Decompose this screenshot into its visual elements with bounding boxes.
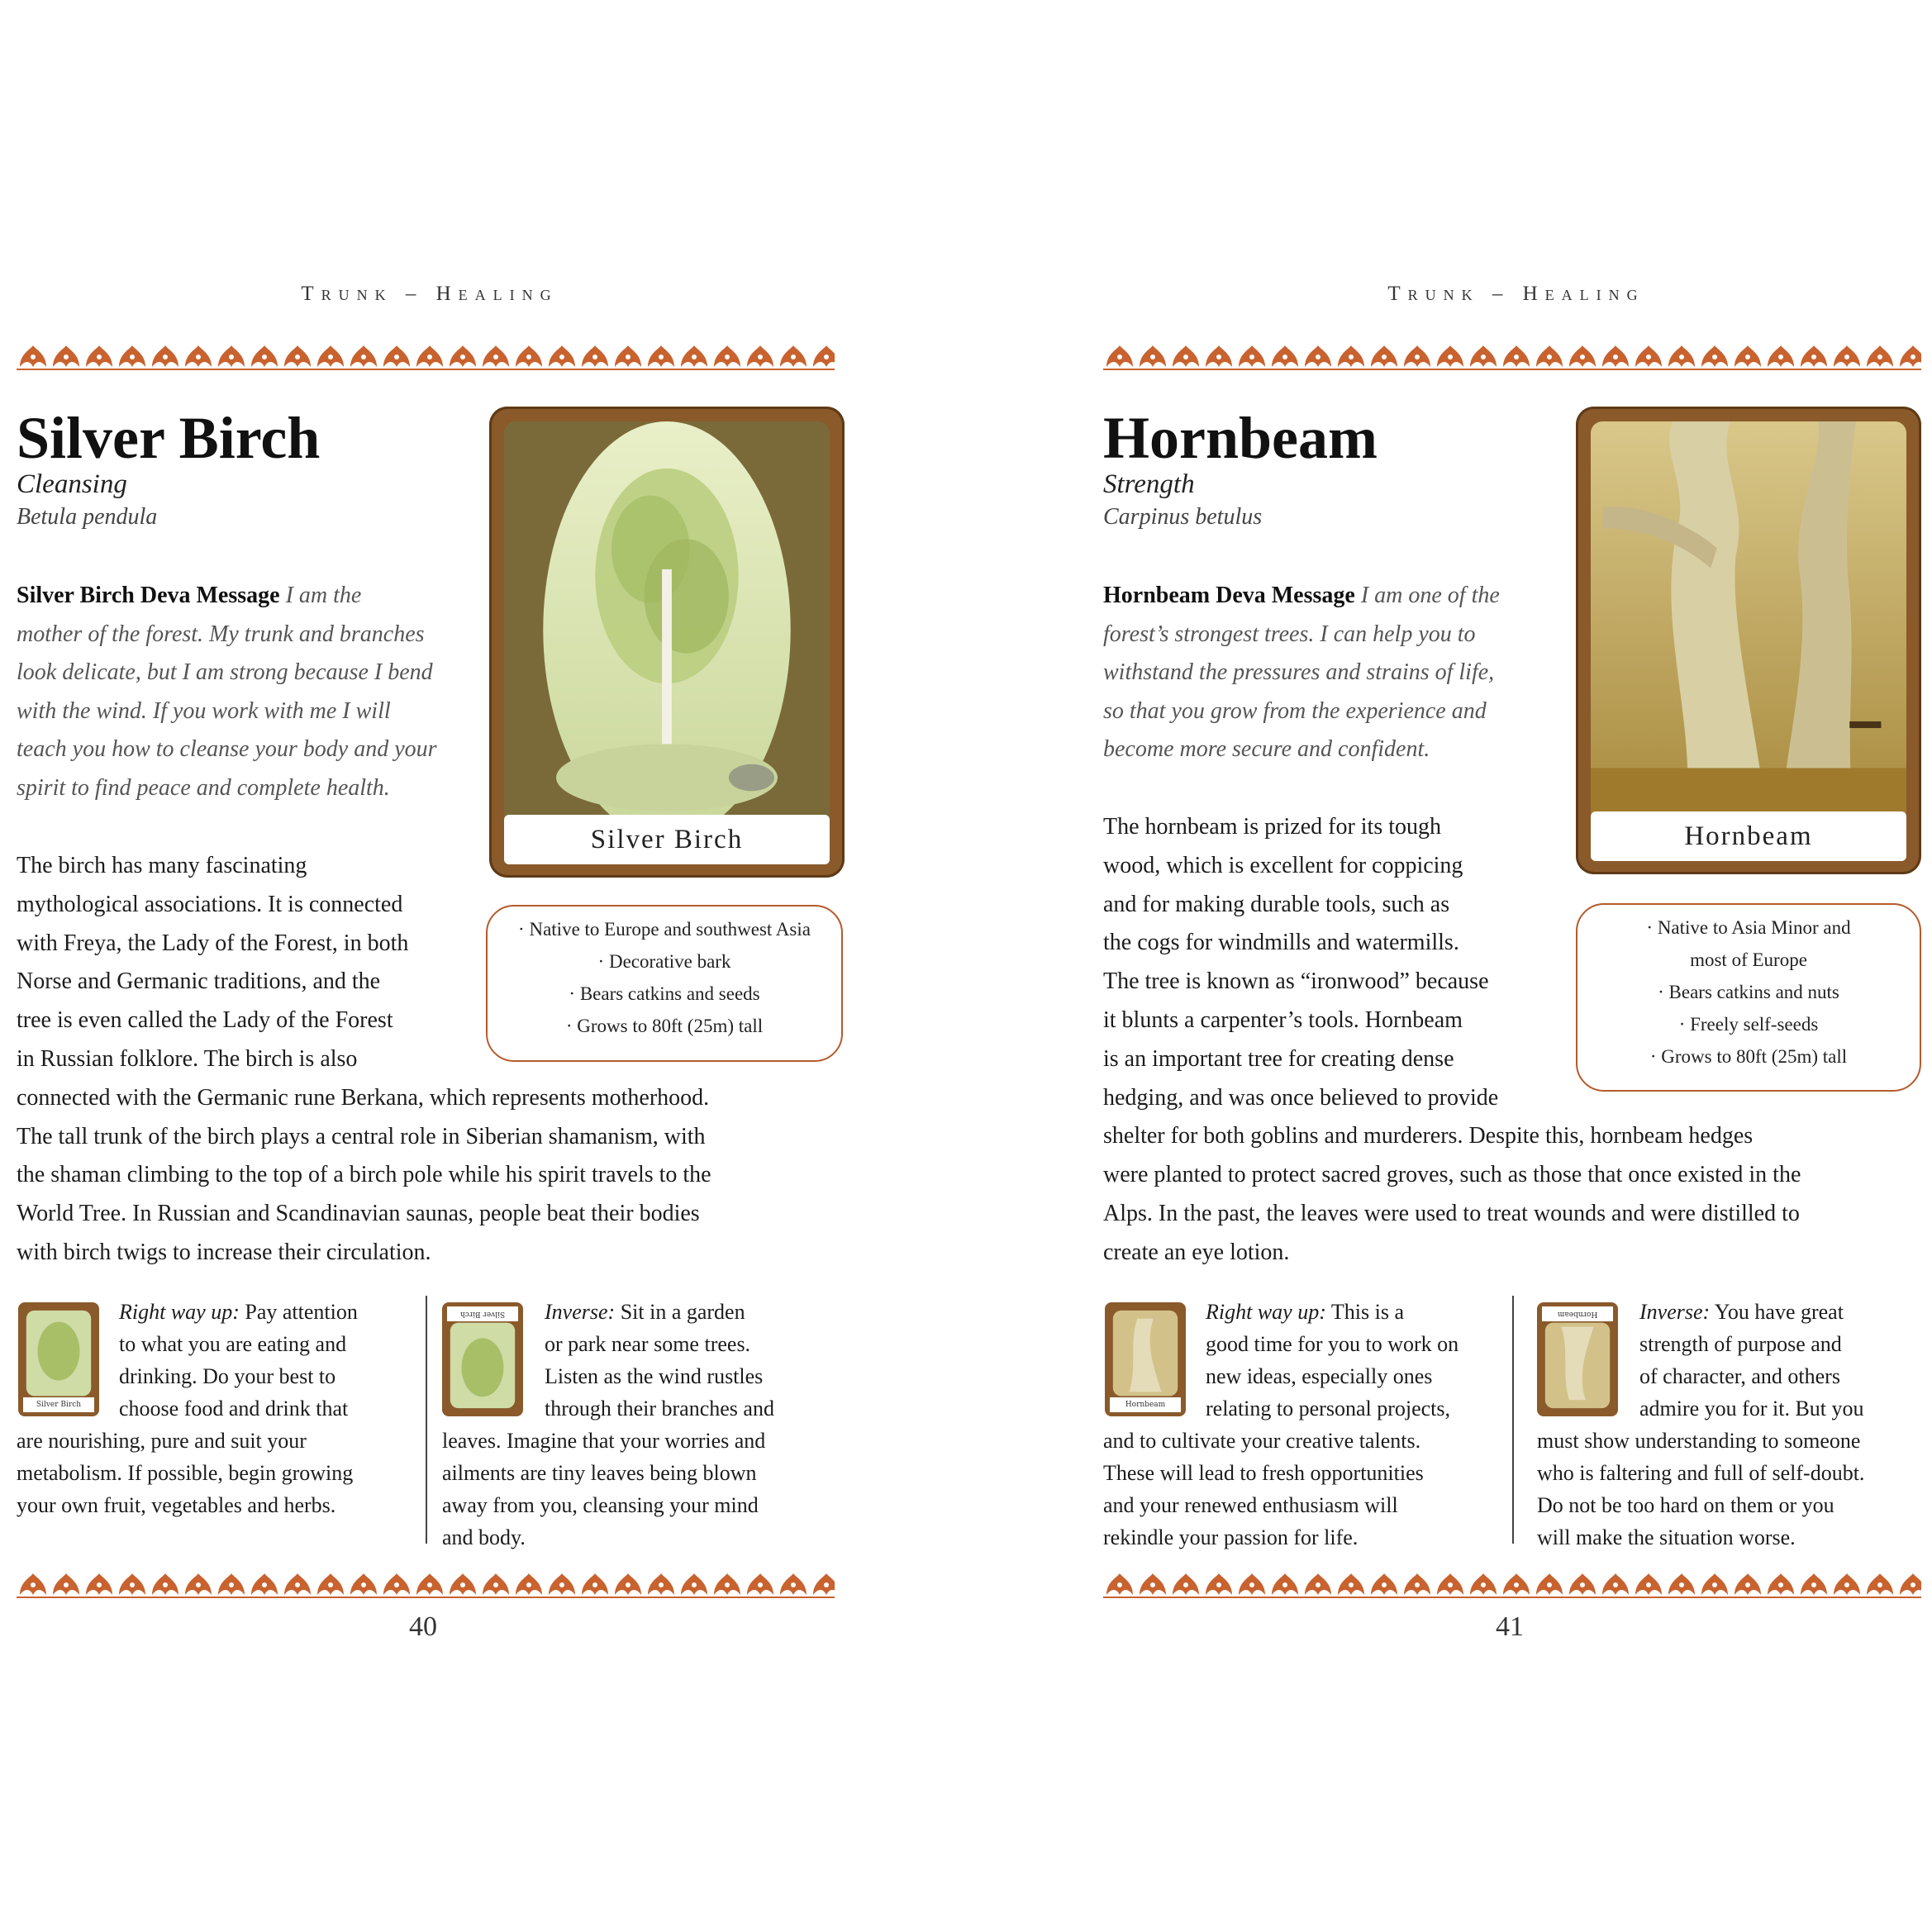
silver-birch-illustration	[504, 421, 830, 825]
mini-card-inverse: Silver Birch	[442, 1302, 523, 1416]
entry-keyword: Cleansing	[17, 469, 127, 499]
oracle-card-image	[1576, 407, 1921, 874]
deva-message-label: Silver Birch Deva Message	[17, 583, 280, 608]
running-head: Trunk – Healing	[301, 283, 559, 305]
reading-upright: Right way up: This is a good time for you to work on new ideas, especially ones relating to personal projects, and to cultivate your creative talents. These will lead to fresh opportunities and your renewed enthusiasm will rekindle your passion for life.	[1103, 1300, 1459, 1549]
fact-item: · Grows to 80ft (25m) tall	[488, 1010, 841, 1042]
ornamental-border-bottom	[17, 1570, 835, 1600]
entry-title: Silver Birch	[17, 405, 321, 471]
page-number: 40	[409, 1611, 437, 1642]
fact-item: most of Europe	[1690, 949, 1807, 970]
upright-label: Right way up:	[119, 1300, 240, 1324]
botanical-name: Betula pendula	[17, 504, 158, 530]
reading-inverse: Inverse: You have great strength of purpose and of character, and others admire you for it. But you must show understanding to someone who is faltering and full of self-doubt. Do not be too hard on them or you will make the situation worse.	[1537, 1300, 1865, 1549]
mini-card-upright: Hornbeam	[1105, 1302, 1186, 1416]
column-divider	[426, 1296, 427, 1544]
body-text: The birch has many fascinating mythological associations. It is connected with Freya, the Lady of the Forest, in both Norse and Germanic traditions, and the tree is even called the Lady of the Forest in Russian folklore. The birch is also connected with the Germanic rune Berkana, which represents motherhood. The tall trunk of the birch plays a central role in Siberian shamanism, with the shaman climbing to the top of a birch pole while his spirit travels to the World Tree. In Russian and Scandinavian saunas, people beat their bodies with birch twigs to increase their circulation.	[17, 853, 711, 1265]
reading-inverse: Inverse: Sit in a garden or park near some trees. Listen as the wind rustles through their branches and leaves. Imagine that your worries and ailments are tiny leaves being blown away from you, cleansing your mind and body.	[442, 1300, 774, 1549]
fact-item: · Native to Europe and southwest Asia	[488, 913, 841, 945]
entry-title: Hornbeam	[1103, 405, 1378, 471]
body-text: The hornbeam is prized for its tough wood, which is excellent for coppicing and for making durable tools, such as the cogs for windmills and watermills. The tree is known as “ironwood” because it blunts a carpenter’s tools. Hornbeam is an important tree for creating dense hedging, and was once believed to provide shelter for both goblins and murderers. Despite this, hornbeam hedges were planted to protect sacred groves, such as those that once existed in the Alps. In the past, the leaves were used to treat wounds and were distilled to create an eye lotion.	[1103, 814, 1801, 1265]
mini-card-inverse: Hornbeam	[1537, 1302, 1618, 1416]
card-caption: Silver Birch	[504, 815, 830, 864]
running-head: Trunk – Healing	[1387, 283, 1645, 305]
fact-item: · Freely self-seeds	[1577, 1008, 1920, 1040]
deva-message: Hornbeam Deva Message I am one of the forest’s strongest trees. I can help you to withstand the pressures and strains of life, so that you grow from the experience and become more secure and confident.	[1103, 583, 1500, 762]
hornbeam-illustration	[1591, 421, 1906, 821]
column-divider	[1512, 1296, 1514, 1544]
page-number: 41	[1496, 1611, 1524, 1642]
deva-message: Silver Birch Deva Message I am the mother of the forest. My trunk and branches look delicate, but I am strong because I bend with the wind. If you work with me I will teach you how to cleanse your body and your spirit to find peace and complete health.	[17, 583, 437, 801]
fact-item: · Bears catkins and nuts	[1577, 976, 1920, 1008]
mini-card-upright: Silver Birch	[18, 1302, 99, 1416]
fact-item: · Bears catkins and seeds	[488, 978, 841, 1010]
inverse-label: Inverse:	[1639, 1300, 1711, 1324]
card-readings	[17, 1296, 835, 1554]
ornamental-border-top	[1103, 342, 1921, 372]
entry-keyword: Strength	[1103, 469, 1195, 499]
ornamental-border-top	[17, 342, 835, 372]
deva-message-label: Hornbeam Deva Message	[1103, 583, 1355, 608]
page-41	[1103, 0, 1930, 1932]
card-readings	[1103, 1296, 1921, 1554]
fact-item: · Decorative bark	[488, 945, 841, 978]
ornamental-border-bottom	[1103, 1570, 1921, 1600]
page-40	[17, 0, 843, 1932]
fact-item: · Native to Asia Minor and	[1577, 911, 1920, 944]
reading-upright: Right way up: Pay attention to what you are eating and drinking. Do your best to choose food and drink that are nourishing, pure and suit your metabolism. If possible, begin growing your own fruit, vegetables and herbs.	[17, 1300, 358, 1517]
card-caption: Hornbeam	[1591, 811, 1906, 861]
botanical-name: Carpinus betulus	[1103, 504, 1263, 530]
oracle-card-image	[489, 407, 845, 878]
upright-label: Right way up:	[1206, 1300, 1326, 1324]
inverse-label: Inverse:	[545, 1300, 616, 1324]
fact-item: · Grows to 80ft (25m) tall	[1577, 1040, 1920, 1073]
